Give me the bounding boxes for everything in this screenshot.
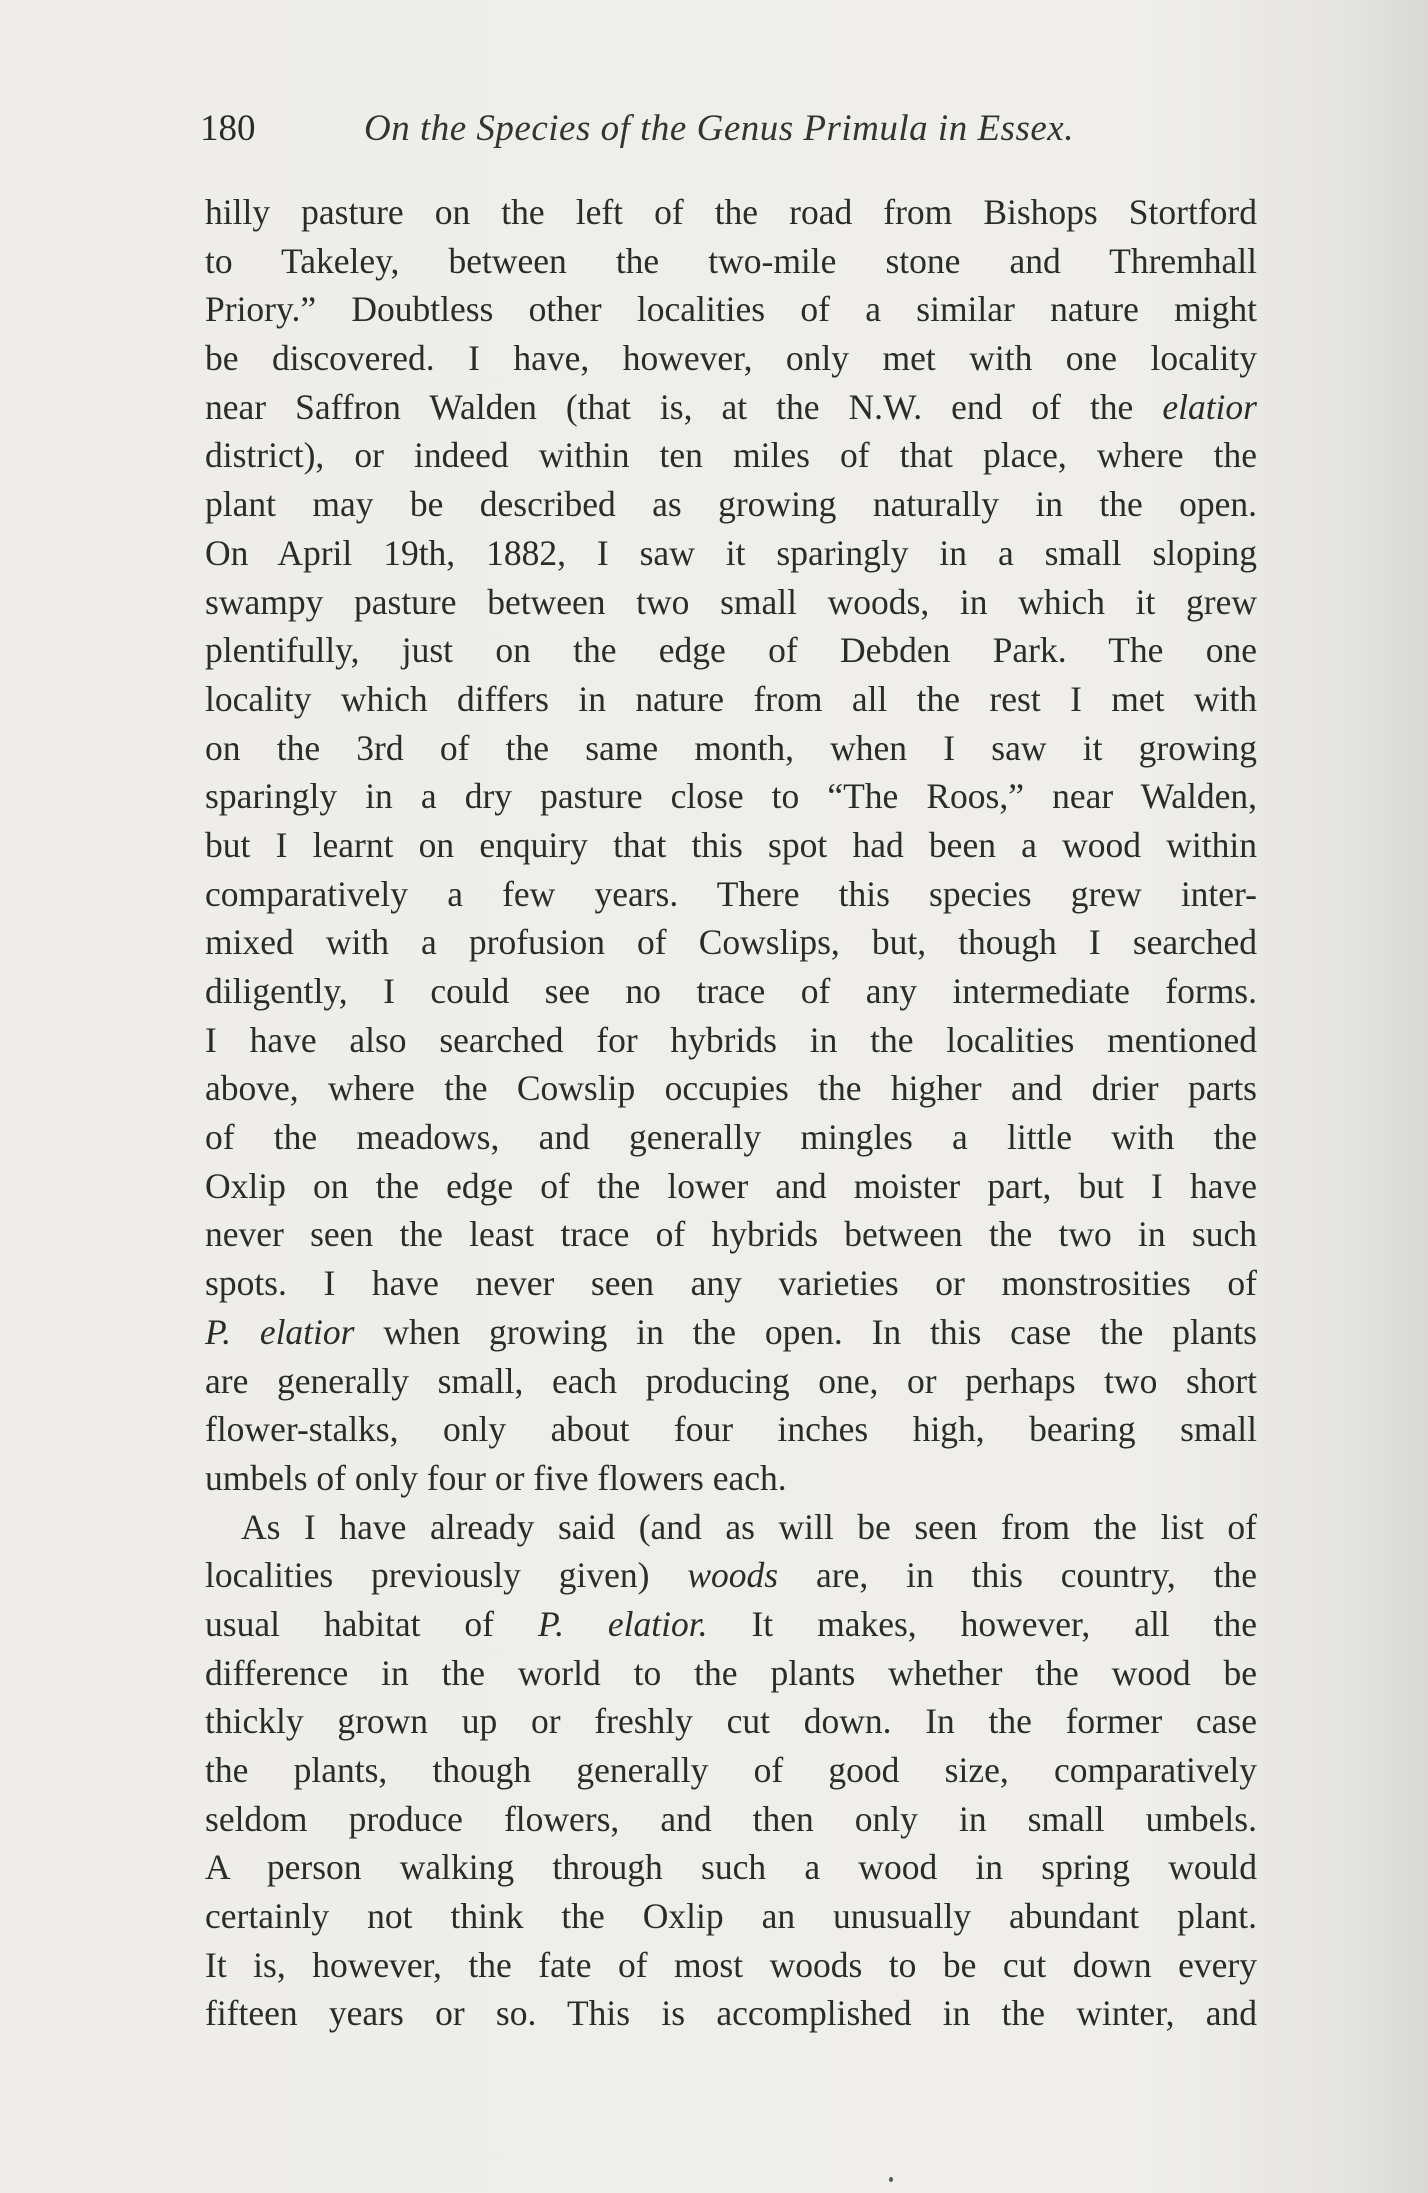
text-line: umbels of only four or five flowers each. <box>205 1457 787 1498</box>
text-line: swampy pasture between two small woods, in which it grew <box>205 581 1257 622</box>
text-line: As I have already said (and as will be seen from the list of <box>241 1506 1257 1547</box>
text-line: thickly grown up or freshly cut down. In the former case <box>205 1701 1257 1742</box>
text-line: fifteen years or so. This is accomplished in the winter, and <box>205 1993 1257 2034</box>
text-segment: when growing in the open. In this case the plants <box>383 1311 1258 1352</box>
text-line: difference in the world to the plants whether the wood be <box>205 1652 1257 1693</box>
text-line: above, where the Cowslip occupies the higher and drier parts <box>205 1068 1257 1109</box>
text-line: comparatively a few years. There this species grew inter- <box>205 873 1257 914</box>
text-line: On April 19th, 1882, I saw it sparingly in a small sloping <box>205 532 1257 573</box>
italic-term: P. elatior. <box>537 1603 708 1644</box>
text-line: are generally small, each producing one, or perhaps two short <box>205 1360 1257 1401</box>
text-line: A person walking through such a wood in spring would <box>205 1847 1257 1888</box>
text-line: diligently, I could see no trace of any intermediate forms. <box>205 971 1257 1011</box>
print-speck <box>889 2177 893 2182</box>
text-line: Priory.” Doubtless other localities of a similar nature might <box>205 289 1257 330</box>
text-line: sparingly in a dry pasture close to “The Roos,” near Walden, <box>205 776 1257 817</box>
text-line: of the meadows, and generally mingles a little with the <box>205 1117 1257 1158</box>
text-line: mixed with a profusion of Cowslips, but, though I searched <box>205 922 1257 963</box>
text-line <box>205 1308 1257 1357</box>
text-line: plant may be described as growing naturally in the open. <box>205 484 1257 525</box>
text-line: the plants, though generally of good size, comparatively <box>205 1750 1257 1790</box>
text-segment: are, in this country, the <box>816 1555 1258 1596</box>
text-line: to Takeley, between the two-mile stone and Thremhall <box>205 240 1257 281</box>
body-text <box>205 188 1257 2038</box>
running-title: On the Species of the Genus Primula in Essex. <box>364 108 1074 149</box>
text-line: hilly pasture on the left of the road from Bishops Stortford <box>205 192 1257 232</box>
text-segment: near Saffron Walden (that is, at the N.W. end of the <box>205 386 1134 427</box>
italic-term: woods <box>687 1555 779 1596</box>
text-line: flower-stalks, only about four inches high, bearing small <box>205 1409 1257 1450</box>
text-line: locality which differs in nature from all the rest I met with <box>205 678 1257 719</box>
text-line: but I learnt on enquiry that this spot had been a wood within <box>205 824 1257 865</box>
page-number: 180 <box>200 108 256 149</box>
text-segment: localities previously given) <box>205 1555 650 1596</box>
text-line: spots. I have never seen any varieties or monstrosities of <box>205 1263 1257 1304</box>
text-segment: It makes, however, all the <box>751 1603 1258 1644</box>
text-line <box>205 383 1257 432</box>
text-line <box>205 1600 1257 1649</box>
text-line: on the 3rd of the same month, when I saw it growing <box>205 727 1257 768</box>
text-line: never seen the least trace of hybrids between the two in such <box>205 1214 1257 1255</box>
italic-term: P. elatior <box>205 1311 355 1352</box>
page-header <box>200 104 1300 164</box>
text-line: It is, however, the fate of most woods to be cut down every <box>205 1944 1257 1985</box>
text-line: Oxlip on the edge of the lower and moister part, but I have <box>205 1165 1257 1206</box>
text-line: certainly not think the Oxlip an unusually abundant plant. <box>205 1896 1257 1937</box>
text-line <box>205 1551 1257 1600</box>
text-line: plentifully, just on the edge of Debden Park. The one <box>205 630 1257 671</box>
text-line: district), or indeed within ten miles of that place, where the <box>205 435 1257 476</box>
text-segment: usual habitat of <box>205 1603 495 1644</box>
text-line: I have also searched for hybrids in the localities mentioned <box>205 1019 1257 1060</box>
text-line: be discovered. I have, however, only met with one locality <box>205 338 1257 379</box>
italic-term: elatior <box>1162 386 1257 427</box>
text-line: seldom produce flowers, and then only in small umbels. <box>205 1798 1257 1839</box>
